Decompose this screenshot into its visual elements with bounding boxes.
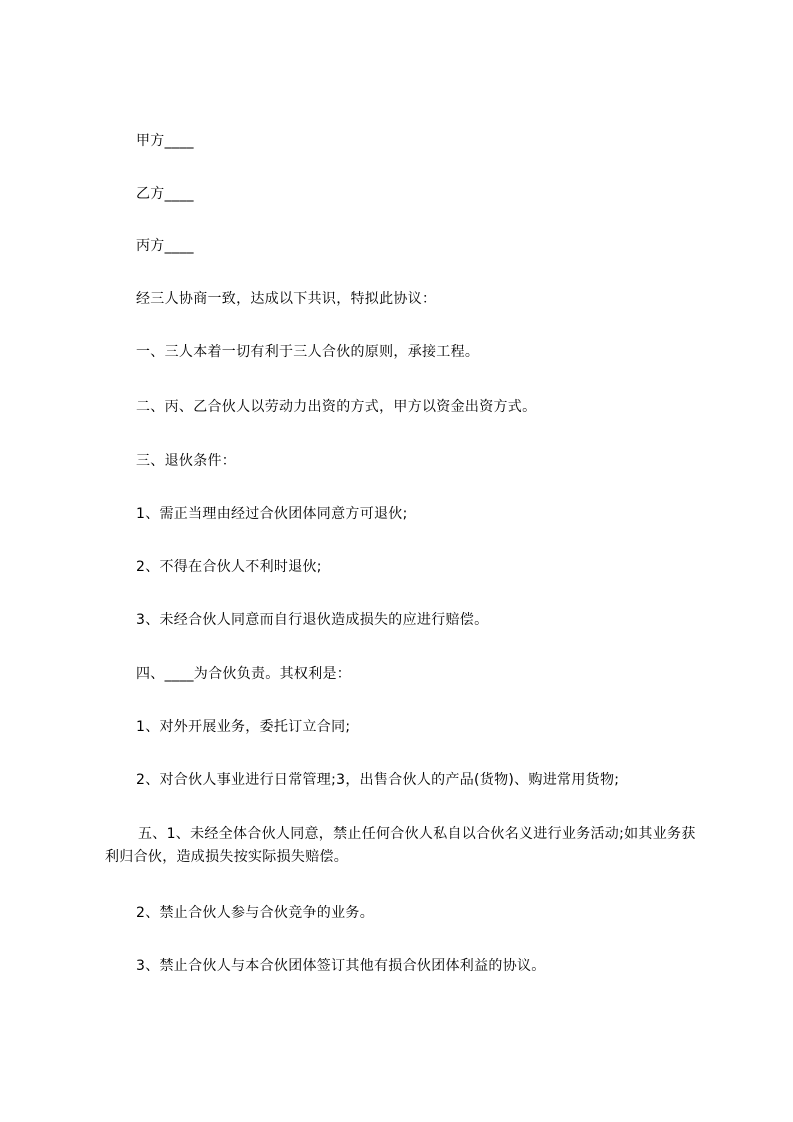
party-b-line: 乙方____ (136, 186, 194, 202)
clause-5-item-1: 五、1、未经全体合伙人同意，禁止任何合伙人私自以合伙名义进行业务活动;如其业务获利归合伙，造成损失按实际损失赔偿。 (105, 826, 696, 865)
clause-3-item-2: 2、不得在合伙人不利时退伙; (136, 559, 322, 575)
clause-5-item-3: 3、禁止合伙人与本合伙团体签订其他有损合伙团体利益的协议。 (136, 958, 546, 974)
clause-2: 二、丙、乙合伙人以劳动力出资的方式，甲方以资金出资方式。 (136, 399, 537, 415)
clause-3-heading: 三、退伙条件： (136, 453, 237, 469)
clause-4-heading: 四、____为合伙负责。其权利是： (136, 666, 352, 682)
party-a-line: 甲方____ (136, 133, 194, 149)
clause-3-item-3: 3、未经合伙人同意而自行退伙造成损失的应进行赔偿。 (136, 612, 489, 628)
preamble-paragraph: 经三人协商一致，达成以下共识，特拟此协议： (136, 291, 437, 307)
clause-1: 一、三人本着一切有利于三人合伙的原则，承接工程。 (136, 344, 480, 360)
clause-5-item-2: 2、禁止合伙人参与合伙竞争的业务。 (136, 905, 375, 921)
party-c-line: 丙方____ (136, 238, 194, 254)
clause-4-item-2: 2、对合伙人事业进行日常管理;3，出售合伙人的产品(货物)、购进常用货物; (136, 772, 620, 788)
clause-4-item-1: 1、对外开展业务，委托订立合同; (136, 719, 351, 735)
clause-3-item-1: 1、需正当理由经过合伙团体同意方可退伙; (136, 506, 408, 522)
